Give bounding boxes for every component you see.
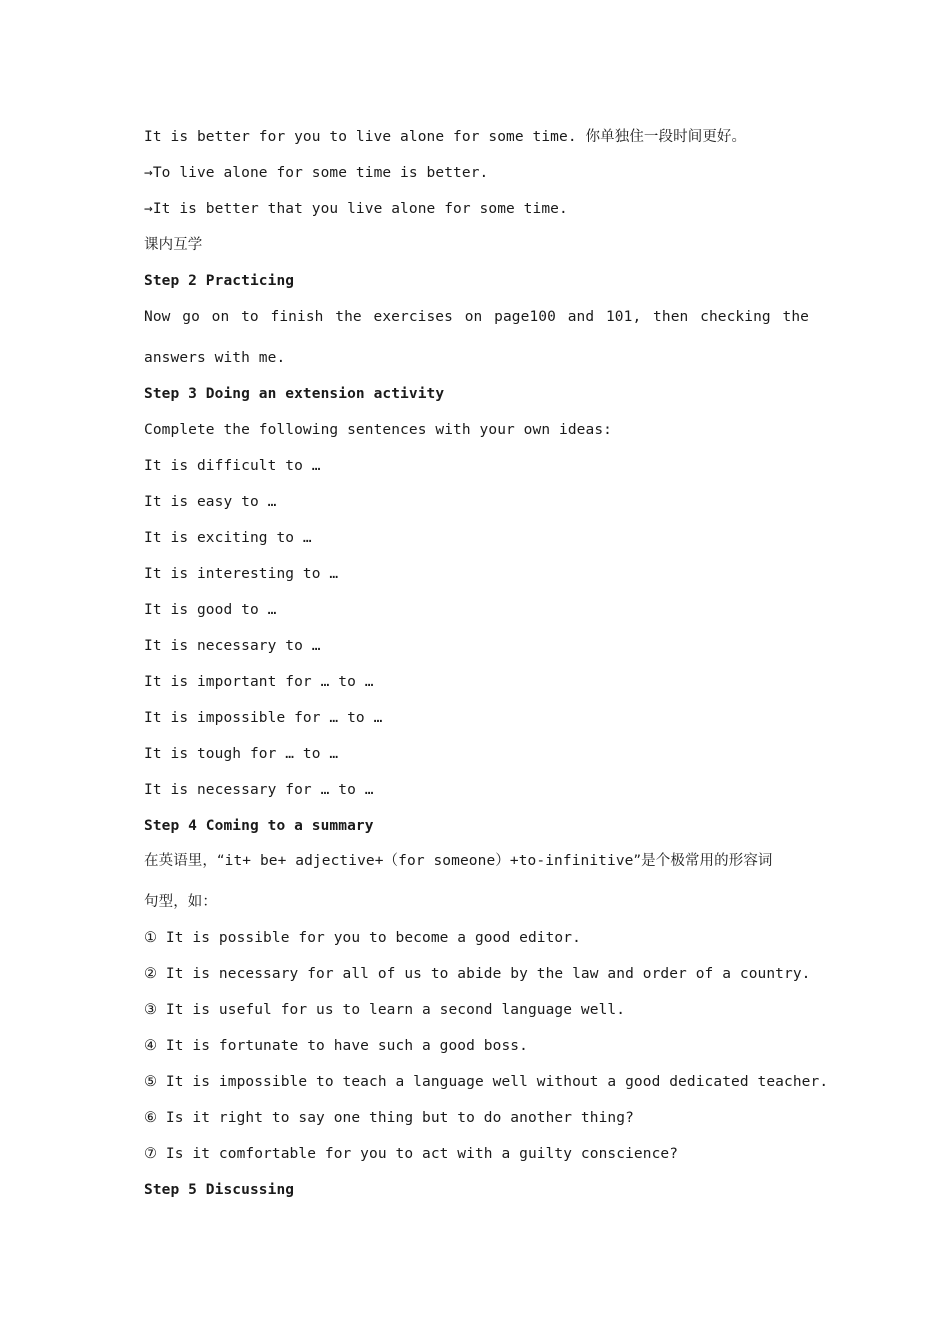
section-heading-cn: 课内互学: [144, 237, 203, 253]
word: finish: [270, 309, 324, 325]
intro-example-cn: 你单独住一段时间更好。: [585, 129, 747, 145]
intro-rewrite-1: →To live alone for some time is better.: [144, 165, 489, 181]
step4-example: ① It is possible for you to become a good editor.: [144, 930, 581, 946]
word: checking: [700, 309, 771, 325]
step3-instruction: Complete the following sentences with your own ideas:: [144, 422, 612, 438]
step4-heading: Step 4 Coming to a summary: [144, 818, 374, 834]
step2-paragraph-line1: [144, 307, 809, 327]
word: then: [653, 309, 689, 325]
step3-heading: Step 3 Doing an extension activity: [144, 386, 445, 402]
step2-paragraph-line2: answers with me.: [144, 350, 286, 366]
summary-post: ”是个极常用的形容词: [633, 853, 773, 869]
step3-item: It is tough for … to …: [144, 746, 339, 762]
step3-item: It is necessary to …: [144, 638, 321, 654]
word: 101,: [605, 309, 642, 325]
step3-item: It is good to …: [144, 602, 277, 618]
step4-example: ④ It is fortunate to have such a good boss.: [144, 1038, 528, 1054]
step4-summary-line1: [144, 851, 809, 871]
word: the: [335, 309, 362, 325]
step3-item: It is interesting to …: [144, 566, 339, 582]
word: on: [211, 309, 230, 325]
step3-item: It is important for … to …: [144, 674, 374, 690]
intro-example: [144, 127, 809, 147]
word: and: [567, 309, 595, 325]
summary-pre: 在英语里，“: [144, 853, 225, 869]
step5-heading: Step 5 Discussing: [144, 1182, 295, 1198]
word: exercises: [373, 309, 453, 325]
word: Now: [144, 309, 171, 325]
word: on: [464, 309, 483, 325]
step4-example: ③ It is useful for us to learn a second language well.: [144, 1002, 626, 1018]
summary-formula: it+ be+ adjective+（for someone）+to-infinitive: [224, 853, 634, 869]
word: page100: [494, 309, 556, 325]
step4-example: ⑤ It is impossible to teach a language well without a good dedicated teacher.: [144, 1074, 829, 1090]
word: to: [241, 309, 259, 325]
word: go: [182, 309, 200, 325]
step2-heading: Step 2 Practicing: [144, 273, 295, 289]
step3-item: It is exciting to …: [144, 530, 312, 546]
step3-item: It is necessary for … to …: [144, 782, 374, 798]
step3-item: It is easy to …: [144, 494, 277, 510]
intro-rewrite-2: →It is better that you live alone for some time.: [144, 201, 568, 217]
word: the: [782, 309, 809, 325]
step4-summary-line2: 句型，如：: [144, 894, 217, 910]
intro-example-en: It is better for you to live alone for some time.: [144, 129, 577, 145]
step3-item: It is difficult to …: [144, 458, 321, 474]
step3-item: It is impossible for … to …: [144, 710, 383, 726]
step4-example: ② It is necessary for all of us to abide by the law and order of a country.: [144, 966, 811, 982]
step4-example: ⑦ Is it comfortable for you to act with a guilty conscience?: [144, 1146, 679, 1162]
step4-example: ⑥ Is it right to say one thing but to do another thing?: [144, 1110, 634, 1126]
